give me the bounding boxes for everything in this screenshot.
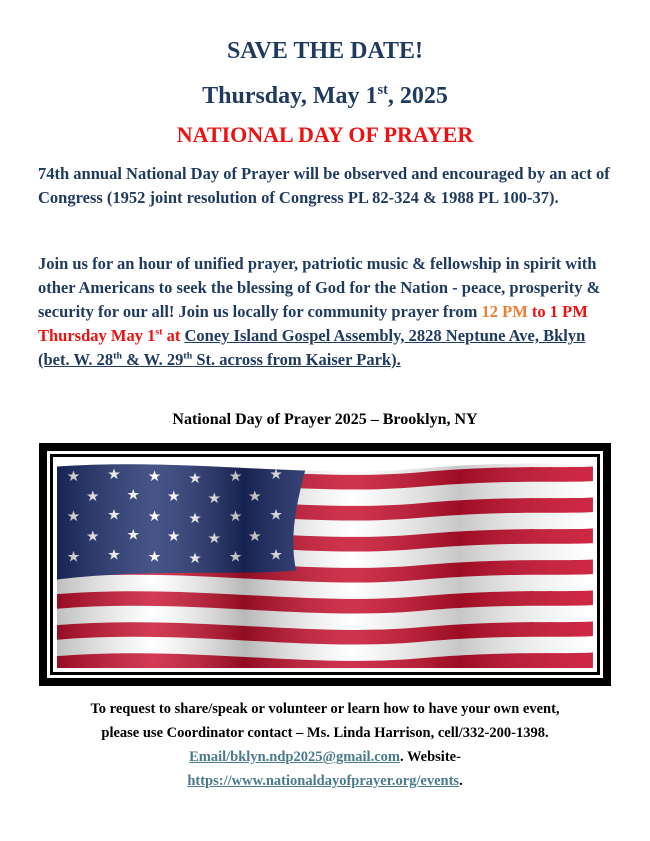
- email-link[interactable]: Email/bklyn.ndp2025@gmail.com: [189, 749, 400, 765]
- flag-image-frame: [39, 443, 611, 686]
- event-name-heading: NATIONAL DAY OF PRAYER: [176, 122, 474, 147]
- website-label: . Website-: [399, 749, 461, 765]
- date-main: Thursday, May 1: [202, 83, 378, 109]
- footer-line-2: please use Coordinator contact – Ms. Linda Harrison, cell/332-200-1398.: [101, 725, 549, 741]
- website-link[interactable]: https://www.nationaldayofprayer.org/events: [187, 773, 460, 789]
- venue-text-b: & W. 29: [121, 350, 184, 369]
- contact-footer: [0, 697, 650, 793]
- footer-end: .: [459, 773, 463, 789]
- venue-suffix-2: th: [183, 350, 193, 362]
- intro-paragraph: 74th annual National Day of Prayer will be observed and encouraged by an act of Congress (1952 joint resolution of Congress PL 82-324 & 1988 PL 100-37).: [38, 164, 610, 207]
- invite-text: Join us for an hour of unified prayer, patriotic music & fellowship in spirit with other Americans to seek the blessing of God for the Nation - peace, prosperity & security for our all! Join us locally for community prayer from: [38, 254, 601, 321]
- venue-suffix-1: th: [113, 350, 122, 362]
- flag-caption: National Day of Prayer 2025 – Brooklyn, NY: [172, 411, 478, 428]
- invite-paragraph: [38, 252, 613, 372]
- venue-text-c: St. across from Kaiser Park).: [192, 350, 401, 369]
- venue-text-a: Coney Island Gospel Assembly, 2828 Neptune Ave, Bklyn (bet. W. 28: [38, 326, 586, 369]
- invite-time-suffix: st: [155, 326, 163, 338]
- date-suffix: st: [377, 82, 388, 98]
- save-the-date-heading: SAVE THE DATE!: [226, 38, 424, 64]
- invite-time-start: 12 PM: [481, 302, 528, 321]
- invite-time-end-text: to 1 PM Thursday May 1: [38, 302, 588, 345]
- event-date-heading: [0, 83, 650, 110]
- footer-line-3: [0, 745, 650, 769]
- invite-at: at: [162, 326, 185, 345]
- footer-line-4: [0, 769, 650, 793]
- date-year: , 2025: [387, 83, 448, 109]
- american-flag-image: [47, 451, 603, 678]
- footer-line-1: To request to share/speak or volunteer or learn how to have your own event,: [90, 701, 560, 717]
